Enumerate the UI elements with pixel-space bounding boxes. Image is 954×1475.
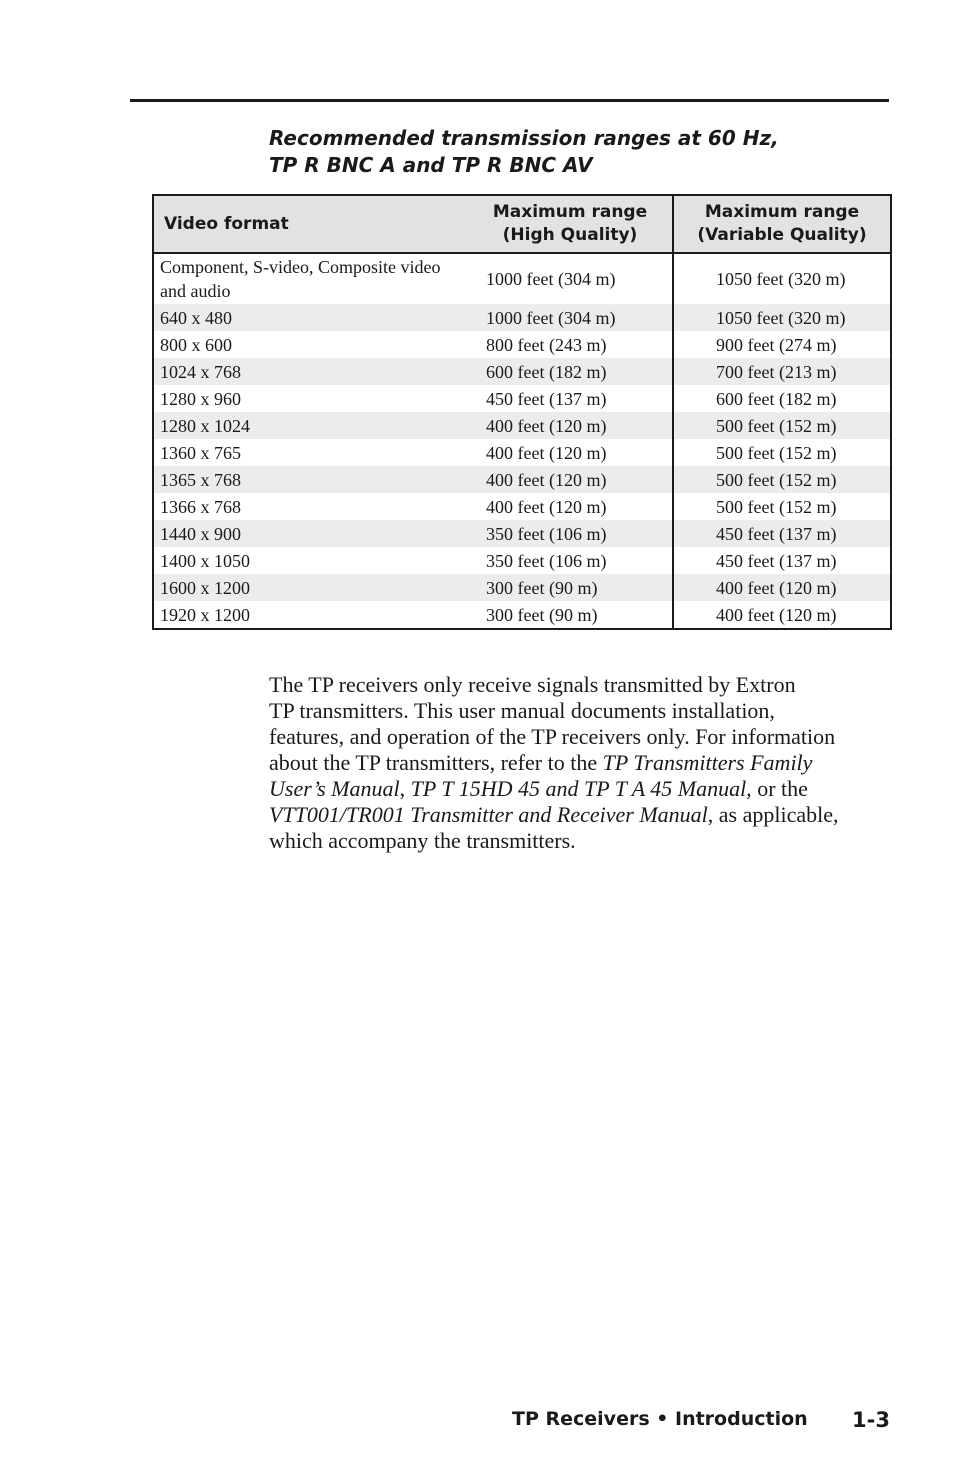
cell-video-format: 1280 x 960 bbox=[160, 388, 241, 409]
header-variable-quality bbox=[673, 195, 891, 253]
manual-title-users-manual: User’s Manual bbox=[269, 776, 400, 801]
table-row bbox=[153, 493, 891, 520]
paragraph-line bbox=[269, 802, 899, 828]
cell-variable-quality-range: 400 feet (120 m) bbox=[673, 574, 891, 601]
cell-video-format: 1024 x 768 bbox=[153, 358, 468, 385]
cell-video-format: 1400 x 1050 bbox=[160, 550, 250, 571]
page-number: 1-3 bbox=[852, 1408, 890, 1432]
manual-title-tp-transmitters: TP Transmitters Family bbox=[602, 750, 813, 775]
cell-high-quality-range: 800 feet (243 m) bbox=[486, 334, 607, 355]
paragraph-line: which accompany the transmitters. bbox=[269, 828, 576, 853]
paragraph-line: The TP receivers only receive signals transmitted by Extron bbox=[269, 672, 796, 697]
cell-video-format: 800 x 600 bbox=[160, 334, 232, 355]
table-title bbox=[269, 125, 889, 179]
table-row bbox=[153, 385, 891, 412]
cell-video-format: 1365 x 768 bbox=[153, 466, 468, 493]
table-row bbox=[153, 439, 891, 466]
table-row bbox=[153, 547, 891, 574]
cell-high-quality-range: 400 feet (120 m) bbox=[468, 412, 673, 439]
cell-video-format: 1280 x 1024 bbox=[153, 412, 468, 439]
cell-high-quality-range: 400 feet (120 m) bbox=[468, 466, 673, 493]
top-rule bbox=[130, 99, 889, 102]
paragraph-text: , as applicable, bbox=[707, 802, 839, 827]
table-header-row bbox=[153, 195, 891, 253]
header-high-quality bbox=[468, 195, 673, 253]
cell-high-quality-range: 300 feet (90 m) bbox=[468, 574, 673, 601]
cell-high-quality-range: 350 feet (106 m) bbox=[486, 550, 607, 571]
cell-variable-quality-range: 500 feet (152 m) bbox=[673, 493, 891, 520]
cell-variable-quality-range: 500 feet (152 m) bbox=[673, 439, 891, 466]
header-high-quality-line-1: Maximum range bbox=[492, 202, 648, 222]
paragraph-text: or the bbox=[751, 776, 808, 801]
cell-video-format: 1920 x 1200 bbox=[160, 604, 250, 625]
cell-video-format: Component, S-video, Composite video and audio bbox=[160, 257, 441, 301]
cell-variable-quality-range: 450 feet (137 m) bbox=[673, 547, 891, 574]
cell-variable-quality-range: 700 feet (213 m) bbox=[673, 358, 891, 385]
paragraph-text: about the TP transmitters, refer to the bbox=[269, 750, 603, 775]
table-row bbox=[153, 601, 891, 629]
header-video-format: Video format bbox=[153, 195, 468, 253]
cell-high-quality-range: 350 feet (106 m) bbox=[468, 520, 673, 547]
paragraph-line: TP transmitters. This user manual documents installation, bbox=[269, 698, 775, 723]
cell-variable-quality-range: 500 feet (152 m) bbox=[673, 466, 891, 493]
table-row bbox=[153, 412, 891, 439]
cell-high-quality-range: 400 feet (120 m) bbox=[486, 496, 607, 517]
table-title-line-1: Recommended transmission ranges at 60 Hz, bbox=[269, 126, 779, 150]
paragraph-line bbox=[269, 750, 899, 776]
cell-video-format: 1366 x 768 bbox=[160, 496, 241, 517]
paragraph-line bbox=[269, 776, 899, 802]
table-row bbox=[153, 358, 891, 385]
cell-variable-quality-range: 450 feet (137 m) bbox=[673, 520, 891, 547]
cell-variable-quality-range: 1050 feet (320 m) bbox=[673, 253, 891, 304]
table-row bbox=[153, 253, 891, 304]
transmission-range-table bbox=[152, 194, 892, 630]
header-variable-quality-line-2: (Variable Quality) bbox=[697, 225, 867, 245]
table-row bbox=[153, 574, 891, 601]
table-title-line-2: TP R BNC A and TP R BNC AV bbox=[269, 153, 593, 177]
header-variable-quality-line-1: Maximum range bbox=[704, 202, 860, 222]
table-row bbox=[153, 466, 891, 493]
cell-variable-quality-range: 600 feet (182 m) bbox=[673, 385, 891, 412]
table-row bbox=[153, 304, 891, 331]
cell-high-quality-range: 1000 feet (304 m) bbox=[468, 304, 673, 331]
header-high-quality-line-2: (High Quality) bbox=[502, 225, 638, 245]
cell-high-quality-range: 400 feet (120 m) bbox=[486, 442, 607, 463]
table-row bbox=[153, 331, 891, 358]
paragraph-line: features, and operation of the TP receivers only. For information bbox=[269, 724, 836, 749]
manual-title-vtt001: VTT001/TR001 Transmitter and Receiver Manual bbox=[269, 802, 708, 827]
cell-video-format: 1440 x 900 bbox=[153, 520, 468, 547]
cell-variable-quality-range: 900 feet (274 m) bbox=[673, 331, 891, 358]
intro-paragraph bbox=[269, 672, 899, 854]
cell-variable-quality-range: 500 feet (152 m) bbox=[673, 412, 891, 439]
cell-high-quality-range: 300 feet (90 m) bbox=[486, 604, 598, 625]
cell-video-format: 640 x 480 bbox=[153, 304, 468, 331]
cell-video-format: 1360 x 765 bbox=[160, 442, 241, 463]
cell-variable-quality-range: 400 feet (120 m) bbox=[673, 601, 891, 629]
cell-video-format: 1600 x 1200 bbox=[153, 574, 468, 601]
cell-high-quality-range: 450 feet (137 m) bbox=[486, 388, 607, 409]
cell-high-quality-range: 1000 feet (304 m) bbox=[486, 269, 616, 289]
manual-title-tp-t-15hd: TP T 15HD 45 and TP T A 45 Manual, bbox=[410, 776, 752, 801]
table-row bbox=[153, 520, 891, 547]
cell-high-quality-range: 600 feet (182 m) bbox=[468, 358, 673, 385]
cell-variable-quality-range: 1050 feet (320 m) bbox=[673, 304, 891, 331]
paragraph-text: , bbox=[399, 776, 411, 801]
footer-section-title: TP Receivers • Introduction bbox=[512, 1408, 808, 1430]
